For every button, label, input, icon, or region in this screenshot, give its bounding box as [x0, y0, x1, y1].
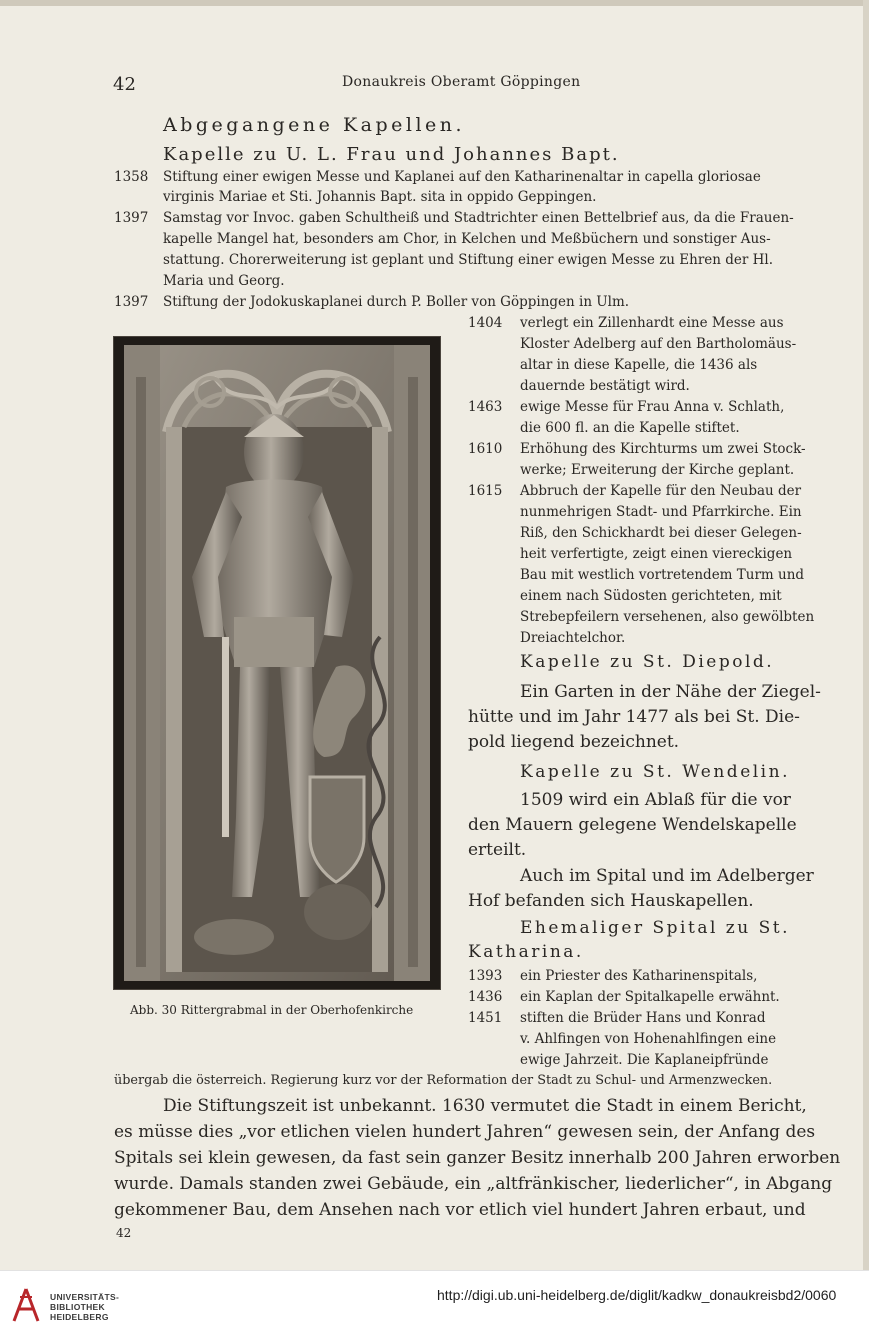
library-name	[50, 1292, 119, 1322]
entry-line: kapelle Mangel hat, besonders am Chor, in Kelchen und Meßbüchern und sonstiger Aus-	[163, 231, 771, 247]
entry-year: 1358	[114, 169, 149, 185]
source-url-link[interactable]: http://digi.ub.uni-heidelberg.de/diglit/kadkw_donaukreisbd2/0060	[437, 1287, 837, 1303]
entry-line: Stiftung der Jodokuskaplanei durch P. Boller von Göppingen in Ulm.	[163, 294, 630, 310]
running-title: Donaukreis Oberamt Göppingen	[342, 74, 581, 90]
entry-year: 1436	[468, 989, 503, 1005]
entry-line: stiften die Brüder Hans und Konrad	[520, 1010, 766, 1026]
hospital-title-cont: Katharina.	[468, 942, 584, 962]
body-line: 1509 wird ein Ablaß für die vor	[520, 790, 791, 810]
footer-bar	[0, 1270, 869, 1341]
entry-line: die 600 fl. an die Kapelle stiftet.	[520, 420, 740, 436]
body-line: pold liegend bezeichnet.	[468, 732, 680, 752]
entry-line: Dreiachtelchor.	[520, 630, 626, 646]
entry-line: heit verfertigte, zeigt einen viereckigen	[520, 546, 793, 562]
entry-year: 1610	[468, 441, 503, 457]
entry-line: altar in diese Kapelle, die 1436 als	[520, 357, 758, 373]
entry-line: ein Priester des Katharinenspitals,	[520, 968, 758, 984]
entry-line: Strebepfeilern versehenen, also gewölbten	[520, 609, 815, 625]
entry-line: einem nach Südosten gerichteten, mit	[520, 588, 782, 604]
body-line: Spitals sei klein gewesen, da fast sein ganzer Besitz innerhalb 200 Jahren erworben	[114, 1148, 841, 1168]
library-line: HEIDELBERG	[50, 1312, 109, 1322]
entry-year: 1397	[114, 294, 149, 310]
entry-line: Erhöhung des Kirchturms um zwei Stock-	[520, 441, 806, 457]
library-line: UNIVERSITÄTS-	[50, 1292, 120, 1302]
page-top-edge	[0, 0, 869, 6]
body-line: gekommener Bau, dem Ansehen nach vor etlich viel hundert Jahren erbaut, und	[114, 1200, 806, 1220]
body-line: Ein Garten in der Nähe der Ziegel-	[520, 682, 821, 702]
entry-line: Stiftung einer ewigen Messe und Kaplanei auf den Katharinenaltar in capella gloriosae	[163, 169, 761, 185]
body-line: den Mauern gelegene Wendelskapelle	[468, 815, 797, 835]
entry-line: v. Ahlfingen von Hohenahlfingen eine	[520, 1031, 777, 1047]
entry-year: 1397	[114, 210, 149, 226]
body-line: wurde. Damals standen zwei Gebäude, ein „altfränkischer, liederlicher“, in Abgang	[114, 1174, 833, 1194]
entry-line: Bau mit westlich vortretendem Turm und	[520, 567, 805, 583]
chapel-2-title: Kapelle zu St. Diepold.	[520, 652, 775, 672]
entry-year: 1615	[468, 483, 503, 499]
entry-line: Maria und Georg.	[163, 273, 285, 289]
entry-line: Abbruch der Kapelle für den Neubau der	[520, 483, 802, 499]
foot-page-number: 42	[116, 1226, 132, 1240]
entry-line: dauernde bestätigt wird.	[520, 378, 690, 394]
entry-line: werke; Erweiterung der Kirche geplant.	[520, 462, 795, 478]
body-line: erteilt.	[468, 840, 527, 860]
entry-line: Samstag vor Invoc. gaben Schultheiß und Stadtrichter einen Bettelbrief aus, da die Frauen-	[163, 210, 794, 226]
entry-year: 1393	[468, 968, 503, 984]
body-line: Hof befanden sich Hauskapellen.	[468, 891, 754, 911]
page-right-edge	[863, 0, 869, 1270]
entry-line: Riß, den Schickhardt bei dieser Gelegen-	[520, 525, 802, 541]
entry-year: 1404	[468, 315, 503, 331]
entry-line: ein Kaplan der Spitalkapelle erwähnt.	[520, 989, 780, 1005]
body-line: übergab die österreich. Regierung kurz vor der Reformation der Stadt zu Schul- und Armenzwecken.	[114, 1073, 773, 1088]
entry-line: nunmehrigen Stadt- und Pfarrkirche. Ein	[520, 504, 802, 520]
entry-line: ewige Messe für Frau Anna v. Schlath,	[520, 399, 785, 415]
page-number: 42	[113, 74, 136, 95]
body-line: es müsse dies „vor etlichen vielen hundert Jahren“ gewesen sein, der Anfang des	[114, 1122, 816, 1142]
chapel-3-title: Kapelle zu St. Wendelin.	[520, 762, 790, 782]
entry-year: 1463	[468, 399, 503, 415]
entry-line: ewige Jahrzeit. Die Kaplaneipfründe	[520, 1052, 769, 1068]
entry-line: Kloster Adelberg auf den Bartholomäus-	[520, 336, 797, 352]
hospital-title: Ehemaliger Spital zu St.	[520, 918, 790, 938]
university-library-logo-icon	[10, 1287, 42, 1323]
chapel-1-title: Kapelle zu U. L. Frau und Johannes Bapt.	[163, 144, 620, 165]
library-line: BIBLIOTHEK	[50, 1302, 105, 1312]
entry-line: verlegt ein Zillenhardt eine Messe aus	[520, 315, 784, 331]
section-title: Abgegangene Kapellen.	[163, 114, 466, 136]
body-line: Auch im Spital und im Adelberger	[520, 866, 814, 886]
entry-line: stattung. Chorerweiterung ist geplant und Stiftung einer ewigen Messe zu Ehren der Hl.	[163, 252, 774, 268]
entry-line: virginis Mariae et Sti. Johannis Bapt. sita in oppido Geppingen.	[163, 189, 597, 205]
entry-year: 1451	[468, 1010, 503, 1026]
figure-caption: Abb. 30 Rittergrabmal in der Oberhofenkirche	[130, 1003, 414, 1017]
tomb-photo	[113, 336, 441, 990]
knight-effigy-illustration	[114, 337, 440, 989]
body-line: Die Stiftungszeit ist unbekannt. 1630 vermutet die Stadt in einem Bericht,	[163, 1096, 807, 1116]
body-line: hütte und im Jahr 1477 als bei St. Die-	[468, 707, 800, 727]
